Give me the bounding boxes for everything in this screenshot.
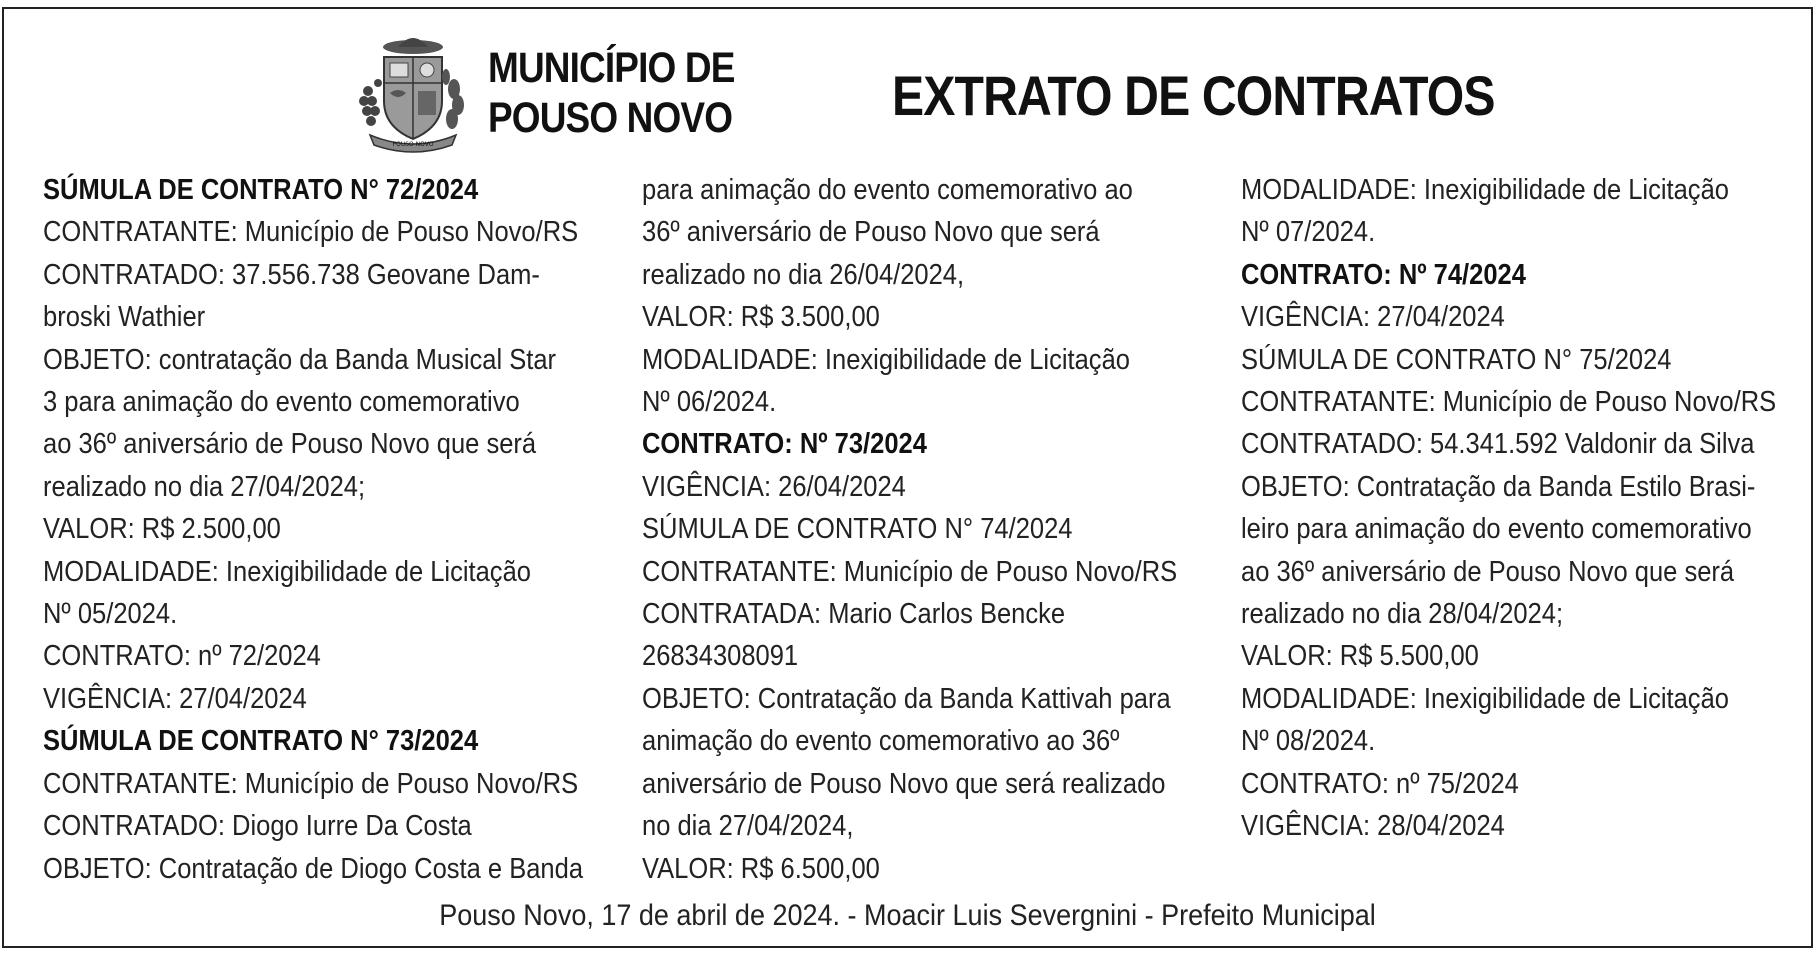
text-line: CONTRATADO: 37.556.738 Geovane Dam- <box>43 258 540 291</box>
text-line: VIGÊNCIA: 27/04/2024 <box>43 682 307 715</box>
text-line: OBJETO: Contratação de Diogo Costa e Banda <box>43 852 584 885</box>
text-line: CONTRATANTE: Município de Pouso Novo/RS <box>43 216 579 249</box>
text-line: VALOR: R$ 2.500,00 <box>43 513 281 546</box>
text-line: SÚMULA DE CONTRATO N° 74/2024 <box>642 513 1073 546</box>
text-line: VALOR: R$ 5.500,00 <box>1241 640 1479 673</box>
text-line: realizado no dia 26/04/2024, <box>642 258 965 291</box>
text-column-1 <box>43 169 583 890</box>
section-heading: CONTRATO: Nº 74/2024 <box>1241 258 1526 291</box>
text-line: broski Wathier <box>43 301 206 334</box>
text-line: CONTRATADO: 54.341.592 Valdonir da Silva <box>1241 428 1755 461</box>
text-line: CONTRATANTE: Município de Pouso Novo/RS <box>1241 386 1777 419</box>
text-line: ao 36º aniversário de Pouso Novo que será <box>1241 555 1735 588</box>
text-line: MODALIDADE: Inexigibilidade de Licitação <box>1241 682 1729 715</box>
notice-header <box>4 9 1811 159</box>
text-line: leiro para animação do evento comemorativo <box>1241 513 1752 546</box>
text-line: Nº 07/2024. <box>1241 216 1376 249</box>
municipality-name <box>488 43 735 143</box>
municipality-line-2: POUSO NOVO <box>488 94 733 142</box>
municipality-line-1: MUNICÍPIO DE <box>488 44 735 92</box>
text-line: CONTRATO: nº 72/2024 <box>43 640 321 673</box>
text-line: OBJETO: Contratação da Banda Estilo Brasi- <box>1241 470 1756 503</box>
text-line: para animação do evento comemorativo ao <box>642 174 1133 206</box>
text-line: CONTRATANTE: Município de Pouso Novo/RS <box>642 555 1178 588</box>
text-line: CONTRATADO: Diogo Iurre Da Costa <box>43 810 472 843</box>
text-line: VALOR: R$ 6.500,00 <box>642 852 880 885</box>
text-line: 36º aniversário de Pouso Novo que será <box>642 216 1100 249</box>
text-line: Nº 08/2024. <box>1241 725 1376 758</box>
text-line: VIGÊNCIA: 27/04/2024 <box>1241 301 1505 334</box>
text-line: 3 para animação do evento comemorativo <box>43 386 520 419</box>
text-line: OBJETO: Contratação da Banda Kattivah para <box>642 682 1171 715</box>
text-line: animação do evento comemorativo ao 36º <box>642 725 1120 758</box>
section-heading: SÚMULA DE CONTRATO N° 73/2024 <box>43 725 479 758</box>
signature-line: Pouso Novo, 17 de abril de 2024. - Moacir Luis Severgnini - Prefeito Municipal <box>439 899 1376 932</box>
page-title: EXTRATO DE CONTRATOS <box>892 64 1495 127</box>
notice-frame <box>2 7 1813 948</box>
text-line: MODALIDADE: Inexigibilidade de Licitação <box>642 343 1130 376</box>
text-line: MODALIDADE: Inexigibilidade de Licitação <box>1241 174 1729 206</box>
text-line: realizado no dia 27/04/2024; <box>43 470 366 503</box>
text-column-2 <box>642 169 1182 890</box>
text-line: Nº 05/2024. <box>43 598 178 631</box>
text-line: MODALIDADE: Inexigibilidade de Licitação <box>43 555 531 588</box>
text-line: SÚMULA DE CONTRATO N° 75/2024 <box>1241 343 1672 376</box>
text-line: realizado no dia 28/04/2024; <box>1241 598 1564 631</box>
municipal-coat-of-arms-icon <box>354 31 472 153</box>
text-line: OBJETO: contratação da Banda Musical Star <box>43 343 557 376</box>
section-heading: SÚMULA DE CONTRATO N° 72/2024 <box>43 174 479 206</box>
text-line: aniversário de Pouso Novo que será realizado <box>642 767 1166 800</box>
section-heading: CONTRATO: Nº 73/2024 <box>642 428 927 461</box>
text-column-3 <box>1241 169 1781 848</box>
text-line: VALOR: R$ 3.500,00 <box>642 301 880 334</box>
text-line: no dia 27/04/2024, <box>642 810 854 843</box>
text-line: VIGÊNCIA: 28/04/2024 <box>1241 810 1505 843</box>
text-line: VIGÊNCIA: 26/04/2024 <box>642 470 906 503</box>
text-line: 26834308091 <box>642 640 799 673</box>
svg-text:POUSO NOVO: POUSO NOVO <box>392 141 434 148</box>
text-line: CONTRATADA: Mario Carlos Bencke <box>642 598 1066 631</box>
text-line: ao 36º aniversário de Pouso Novo que será <box>43 428 537 461</box>
text-line: CONTRATANTE: Município de Pouso Novo/RS <box>43 767 579 800</box>
text-line: Nº 06/2024. <box>642 386 777 419</box>
text-line: CONTRATO: nº 75/2024 <box>1241 767 1519 800</box>
